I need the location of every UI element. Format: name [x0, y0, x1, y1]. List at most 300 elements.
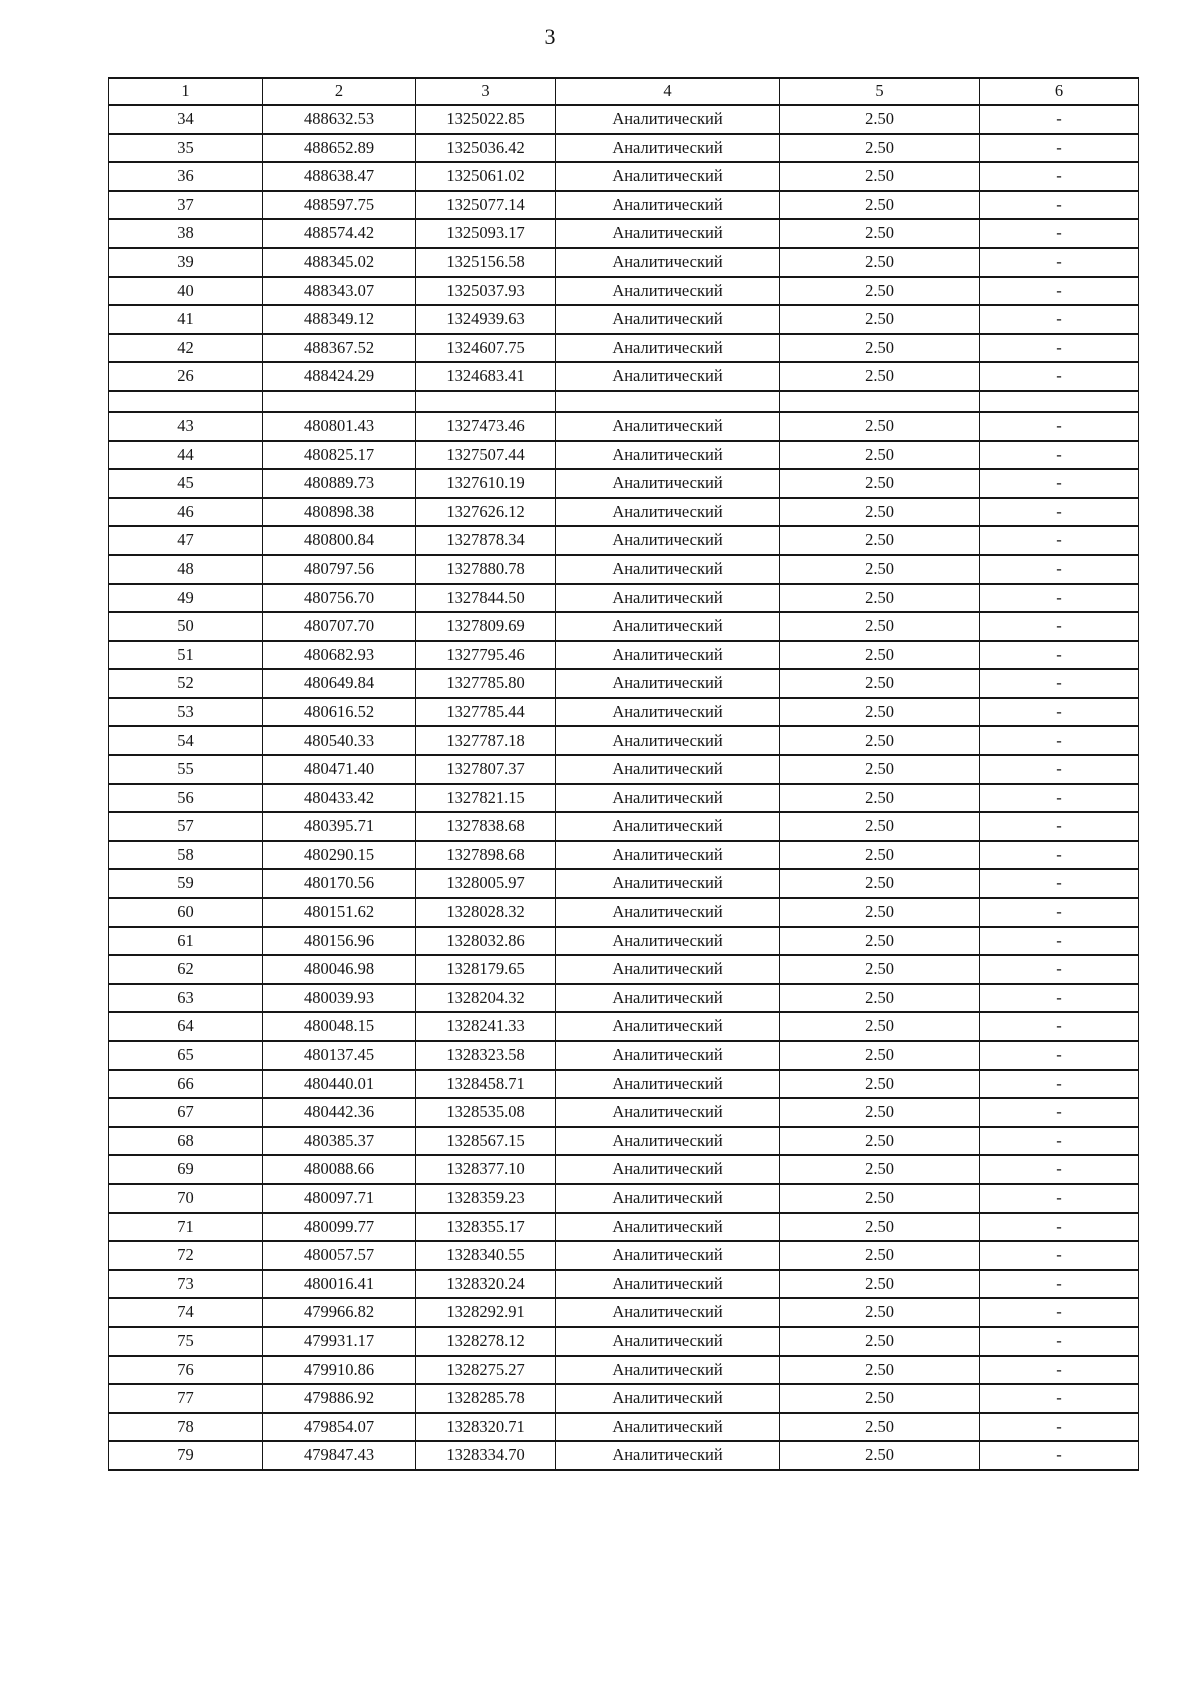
column-header-5: 5: [780, 78, 980, 105]
table-row: [109, 248, 1139, 277]
cell-col4: Аналитический: [556, 1098, 780, 1127]
cell-col6: -: [980, 555, 1139, 584]
cell-col6: -: [980, 1327, 1139, 1356]
cell-col6: -: [980, 134, 1139, 163]
cell-col1: 70: [109, 1184, 263, 1213]
cell-col6: -: [980, 162, 1139, 191]
cell-col5: 2.50: [780, 898, 980, 927]
cell-col2: 488343.07: [263, 277, 416, 306]
cell-col4: Аналитический: [556, 105, 780, 134]
cell-col1: 50: [109, 612, 263, 641]
cell-col3: 1325037.93: [416, 277, 556, 306]
cell-col4: Аналитический: [556, 1413, 780, 1442]
cell-col5: 2.50: [780, 1012, 980, 1041]
cell-col4: Аналитический: [556, 362, 780, 391]
cell-col3: 1327787.18: [416, 726, 556, 755]
cell-col6: -: [980, 927, 1139, 956]
cell-col4: Аналитический: [556, 1384, 780, 1413]
cell-col3: 1327878.34: [416, 526, 556, 555]
cell-col5: 2.50: [780, 1413, 980, 1442]
cell-col2: 479910.86: [263, 1356, 416, 1385]
cell-col2: 479886.92: [263, 1384, 416, 1413]
cell-col6: -: [980, 1041, 1139, 1070]
cell-col4: Аналитический: [556, 841, 780, 870]
cell-col6: -: [980, 812, 1139, 841]
cell-col4: Аналитический: [556, 698, 780, 727]
cell-col6: -: [980, 191, 1139, 220]
cell-col6: -: [980, 641, 1139, 670]
table-row: [109, 1184, 1139, 1213]
cell-col4: Аналитический: [556, 984, 780, 1013]
cell-col2: 488424.29: [263, 362, 416, 391]
cell-col4: Аналитический: [556, 1070, 780, 1099]
cell-col2: 480800.84: [263, 526, 416, 555]
cell-col1: 67: [109, 1098, 263, 1127]
cell-col6: -: [980, 362, 1139, 391]
table-row: [109, 869, 1139, 898]
cell-col3: 1328567.15: [416, 1127, 556, 1156]
cell-col1: 46: [109, 498, 263, 527]
cell-col3: 1327821.15: [416, 784, 556, 813]
cell-col3: 1324683.41: [416, 362, 556, 391]
cell-col6: -: [980, 1441, 1139, 1470]
table-row: [109, 669, 1139, 698]
cell-col2: 480616.52: [263, 698, 416, 727]
cell-col6: -: [980, 412, 1139, 441]
cell-col3: 1325077.14: [416, 191, 556, 220]
cell-col1: 36: [109, 162, 263, 191]
table-row: [109, 726, 1139, 755]
cell-col4: Аналитический: [556, 191, 780, 220]
cell-col2: 480797.56: [263, 555, 416, 584]
cell-col3: [416, 391, 556, 412]
cell-col3: 1328028.32: [416, 898, 556, 927]
cell-col4: Аналитический: [556, 1356, 780, 1385]
cell-col6: -: [980, 984, 1139, 1013]
cell-col1: 55: [109, 755, 263, 784]
table-row: [109, 1298, 1139, 1327]
cell-col6: -: [980, 1213, 1139, 1242]
cell-col3: 1328359.23: [416, 1184, 556, 1213]
cell-col1: 68: [109, 1127, 263, 1156]
cell-col4: Аналитический: [556, 305, 780, 334]
cell-col6: -: [980, 526, 1139, 555]
cell-col1: 64: [109, 1012, 263, 1041]
cell-col4: Аналитический: [556, 869, 780, 898]
cell-col1: 52: [109, 669, 263, 698]
cell-col2: 480290.15: [263, 841, 416, 870]
cell-col4: Аналитический: [556, 412, 780, 441]
cell-col5: 2.50: [780, 841, 980, 870]
table-row: [109, 841, 1139, 870]
cell-col1: 35: [109, 134, 263, 163]
cell-col5: 2.50: [780, 812, 980, 841]
cell-col1: 49: [109, 584, 263, 613]
table-row: [109, 469, 1139, 498]
cell-col3: 1327807.37: [416, 755, 556, 784]
empty-row: [109, 391, 1139, 412]
table-row: [109, 927, 1139, 956]
cell-col5: 2.50: [780, 1356, 980, 1385]
cell-col2: 479854.07: [263, 1413, 416, 1442]
cell-col4: Аналитический: [556, 1127, 780, 1156]
cell-col4: Аналитический: [556, 726, 780, 755]
cell-col6: -: [980, 698, 1139, 727]
cell-col1: 47: [109, 526, 263, 555]
cell-col4: Аналитический: [556, 469, 780, 498]
cell-col1: 53: [109, 698, 263, 727]
cell-col1: 58: [109, 841, 263, 870]
cell-col5: 2.50: [780, 869, 980, 898]
table-row: [109, 334, 1139, 363]
cell-col1: 73: [109, 1270, 263, 1299]
cell-col4: Аналитический: [556, 1213, 780, 1242]
cell-col3: 1328323.58: [416, 1041, 556, 1070]
cell-col5: 2.50: [780, 1241, 980, 1270]
table-row: [109, 812, 1139, 841]
cell-col5: 2.50: [780, 1041, 980, 1070]
table-row: [109, 191, 1139, 220]
cell-col2: 480471.40: [263, 755, 416, 784]
cell-col5: 2.50: [780, 612, 980, 641]
cell-col3: 1328320.71: [416, 1413, 556, 1442]
cell-col3: 1327473.46: [416, 412, 556, 441]
table-row: [109, 134, 1139, 163]
table-row: [109, 755, 1139, 784]
cell-col4: Аналитический: [556, 1041, 780, 1070]
cell-col3: 1328377.10: [416, 1155, 556, 1184]
cell-col1: 77: [109, 1384, 263, 1413]
cell-col3: 1325022.85: [416, 105, 556, 134]
cell-col5: 2.50: [780, 1441, 980, 1470]
cell-col2: 488367.52: [263, 334, 416, 363]
cell-col2: 480048.15: [263, 1012, 416, 1041]
cell-col2: 480097.71: [263, 1184, 416, 1213]
table-row: [109, 362, 1139, 391]
cell-col5: 2.50: [780, 105, 980, 134]
cell-col2: 480801.43: [263, 412, 416, 441]
table-row: [109, 441, 1139, 470]
cell-col2: 480649.84: [263, 669, 416, 698]
cell-col4: Аналитический: [556, 162, 780, 191]
cell-col5: 2.50: [780, 1070, 980, 1099]
cell-col3: 1327785.44: [416, 698, 556, 727]
table-row: [109, 1356, 1139, 1385]
cell-col1: 62: [109, 955, 263, 984]
cell-col3: 1324607.75: [416, 334, 556, 363]
table-row: [109, 105, 1139, 134]
cell-col4: Аналитический: [556, 1012, 780, 1041]
cell-col5: 2.50: [780, 1327, 980, 1356]
table-row: [109, 1441, 1139, 1470]
cell-col3: 1327610.19: [416, 469, 556, 498]
cell-col4: Аналитический: [556, 1155, 780, 1184]
cell-col2: 479966.82: [263, 1298, 416, 1327]
cell-col4: Аналитический: [556, 955, 780, 984]
cell-col3: 1328179.65: [416, 955, 556, 984]
cell-col3: 1327838.68: [416, 812, 556, 841]
cell-col6: -: [980, 898, 1139, 927]
cell-col3: 1328032.86: [416, 927, 556, 956]
cell-col6: -: [980, 1155, 1139, 1184]
cell-col6: -: [980, 1012, 1139, 1041]
table-row: [109, 698, 1139, 727]
cell-col6: -: [980, 1241, 1139, 1270]
cell-col4: Аналитический: [556, 526, 780, 555]
cell-col2: 488638.47: [263, 162, 416, 191]
cell-col4: Аналитический: [556, 612, 780, 641]
cell-col6: -: [980, 1298, 1139, 1327]
cell-col3: 1328241.33: [416, 1012, 556, 1041]
cell-col6: -: [980, 869, 1139, 898]
cell-col5: 2.50: [780, 1155, 980, 1184]
coordinates-table: [108, 77, 1139, 1471]
cell-col4: Аналитический: [556, 1270, 780, 1299]
cell-col6: -: [980, 584, 1139, 613]
cell-col4: Аналитический: [556, 812, 780, 841]
table-row: [109, 1041, 1139, 1070]
cell-col5: 2.50: [780, 955, 980, 984]
cell-col1: 61: [109, 927, 263, 956]
cell-col6: -: [980, 755, 1139, 784]
cell-col4: Аналитический: [556, 584, 780, 613]
cell-col6: -: [980, 1270, 1139, 1299]
cell-col4: Аналитический: [556, 1441, 780, 1470]
cell-col3: 1328285.78: [416, 1384, 556, 1413]
cell-col5: 2.50: [780, 1298, 980, 1327]
cell-col5: 2.50: [780, 641, 980, 670]
cell-col5: 2.50: [780, 784, 980, 813]
cell-col3: 1328275.27: [416, 1356, 556, 1385]
cell-col1: 57: [109, 812, 263, 841]
table-row: [109, 555, 1139, 584]
table-row: [109, 984, 1139, 1013]
table-row: [109, 784, 1139, 813]
cell-col6: -: [980, 1184, 1139, 1213]
cell-col6: -: [980, 1413, 1139, 1442]
cell-col1: 76: [109, 1356, 263, 1385]
cell-col5: 2.50: [780, 362, 980, 391]
cell-col5: 2.50: [780, 219, 980, 248]
cell-col5: 2.50: [780, 755, 980, 784]
cell-col1: 72: [109, 1241, 263, 1270]
cell-col2: 479931.17: [263, 1327, 416, 1356]
cell-col1: 42: [109, 334, 263, 363]
table-row: [109, 1241, 1139, 1270]
cell-col3: 1328278.12: [416, 1327, 556, 1356]
cell-col5: 2.50: [780, 1384, 980, 1413]
cell-col5: 2.50: [780, 469, 980, 498]
table-row: [109, 526, 1139, 555]
cell-col2: 480039.93: [263, 984, 416, 1013]
cell-col5: 2.50: [780, 441, 980, 470]
cell-col2: 480540.33: [263, 726, 416, 755]
cell-col1: 26: [109, 362, 263, 391]
cell-col6: -: [980, 305, 1139, 334]
cell-col6: -: [980, 277, 1139, 306]
cell-col2: 480682.93: [263, 641, 416, 670]
cell-col3: 1325093.17: [416, 219, 556, 248]
cell-col4: Аналитический: [556, 441, 780, 470]
column-header-2: 2: [263, 78, 416, 105]
cell-col1: 44: [109, 441, 263, 470]
cell-col1: 43: [109, 412, 263, 441]
cell-col2: 480137.45: [263, 1041, 416, 1070]
table-row: [109, 1413, 1139, 1442]
cell-col3: 1327626.12: [416, 498, 556, 527]
cell-col5: 2.50: [780, 191, 980, 220]
cell-col2: 480016.41: [263, 1270, 416, 1299]
cell-col4: Аналитический: [556, 334, 780, 363]
cell-col1: 63: [109, 984, 263, 1013]
cell-col3: 1328535.08: [416, 1098, 556, 1127]
cell-col4: Аналитический: [556, 219, 780, 248]
table-row: [109, 498, 1139, 527]
table-row: [109, 1384, 1139, 1413]
cell-col1: 60: [109, 898, 263, 927]
table-row: [109, 1012, 1139, 1041]
table-row: [109, 612, 1139, 641]
table-row: [109, 641, 1139, 670]
cell-col2: 480440.01: [263, 1070, 416, 1099]
table-row: [109, 584, 1139, 613]
cell-col1: 78: [109, 1413, 263, 1442]
cell-col2: 488349.12: [263, 305, 416, 334]
cell-col6: -: [980, 612, 1139, 641]
cell-col4: Аналитический: [556, 1184, 780, 1213]
cell-col5: 2.50: [780, 1270, 980, 1299]
cell-col4: Аналитический: [556, 1241, 780, 1270]
cell-col1: 56: [109, 784, 263, 813]
cell-col2: 480756.70: [263, 584, 416, 613]
cell-col6: -: [980, 334, 1139, 363]
cell-col5: 2.50: [780, 277, 980, 306]
cell-col5: 2.50: [780, 1098, 980, 1127]
cell-col2: 480395.71: [263, 812, 416, 841]
cell-col4: Аналитический: [556, 1327, 780, 1356]
cell-col5: 2.50: [780, 248, 980, 277]
table-row: [109, 898, 1139, 927]
cell-col4: Аналитический: [556, 641, 780, 670]
cell-col2: 480088.66: [263, 1155, 416, 1184]
cell-col1: 51: [109, 641, 263, 670]
cell-col2: 480151.62: [263, 898, 416, 927]
cell-col6: -: [980, 955, 1139, 984]
table-row: [109, 412, 1139, 441]
cell-col6: -: [980, 669, 1139, 698]
cell-col5: 2.50: [780, 412, 980, 441]
cell-col5: 2.50: [780, 162, 980, 191]
table-row: [109, 219, 1139, 248]
cell-col4: Аналитический: [556, 755, 780, 784]
cell-col2: 480170.56: [263, 869, 416, 898]
cell-col3: 1328005.97: [416, 869, 556, 898]
cell-col2: 480156.96: [263, 927, 416, 956]
cell-col1: 71: [109, 1213, 263, 1242]
table-row: [109, 1270, 1139, 1299]
cell-col4: Аналитический: [556, 555, 780, 584]
cell-col6: [980, 391, 1139, 412]
table-row: [109, 1127, 1139, 1156]
column-header-6: 6: [980, 78, 1139, 105]
cell-col5: 2.50: [780, 1127, 980, 1156]
column-header-4: 4: [556, 78, 780, 105]
cell-col4: Аналитический: [556, 784, 780, 813]
cell-col6: -: [980, 1098, 1139, 1127]
table-row: [109, 1327, 1139, 1356]
cell-col1: 39: [109, 248, 263, 277]
cell-col5: 2.50: [780, 726, 980, 755]
cell-col3: 1328292.91: [416, 1298, 556, 1327]
cell-col3: 1328340.55: [416, 1241, 556, 1270]
cell-col5: 2.50: [780, 334, 980, 363]
cell-col6: -: [980, 726, 1139, 755]
cell-col6: -: [980, 248, 1139, 277]
cell-col2: 480099.77: [263, 1213, 416, 1242]
cell-col1: 34: [109, 105, 263, 134]
cell-col3: 1327507.44: [416, 441, 556, 470]
table-row: [109, 277, 1139, 306]
cell-col1: 54: [109, 726, 263, 755]
cell-col2: 480898.38: [263, 498, 416, 527]
cell-col4: Аналитический: [556, 898, 780, 927]
cell-col2: [263, 391, 416, 412]
cell-col2: 480433.42: [263, 784, 416, 813]
cell-col5: 2.50: [780, 526, 980, 555]
cell-col5: 2.50: [780, 1213, 980, 1242]
cell-col3: 1325156.58: [416, 248, 556, 277]
cell-col3: 1328458.71: [416, 1070, 556, 1099]
cell-col1: 74: [109, 1298, 263, 1327]
cell-col6: -: [980, 498, 1139, 527]
cell-col4: Аналитический: [556, 134, 780, 163]
cell-col6: -: [980, 1356, 1139, 1385]
cell-col3: 1328204.32: [416, 984, 556, 1013]
cell-col1: 40: [109, 277, 263, 306]
cell-col2: 479847.43: [263, 1441, 416, 1470]
cell-col1: 41: [109, 305, 263, 334]
cell-col1: [109, 391, 263, 412]
table-row: [109, 1155, 1139, 1184]
cell-col1: 59: [109, 869, 263, 898]
cell-col5: 2.50: [780, 984, 980, 1013]
cell-col6: -: [980, 441, 1139, 470]
cell-col1: 38: [109, 219, 263, 248]
cell-col3: 1327880.78: [416, 555, 556, 584]
cell-col6: -: [980, 1384, 1139, 1413]
cell-col3: 1325061.02: [416, 162, 556, 191]
table-row: [109, 1213, 1139, 1242]
cell-col2: 480385.37: [263, 1127, 416, 1156]
cell-col2: 488632.53: [263, 105, 416, 134]
table-header-row: [109, 78, 1139, 105]
cell-col5: 2.50: [780, 1184, 980, 1213]
cell-col4: [556, 391, 780, 412]
cell-col6: -: [980, 105, 1139, 134]
cell-col2: 488574.42: [263, 219, 416, 248]
cell-col3: 1327785.80: [416, 669, 556, 698]
column-header-1: 1: [109, 78, 263, 105]
cell-col5: 2.50: [780, 927, 980, 956]
cell-col1: 66: [109, 1070, 263, 1099]
cell-col1: 37: [109, 191, 263, 220]
cell-col4: Аналитический: [556, 1298, 780, 1327]
cell-col2: 488597.75: [263, 191, 416, 220]
table-row: [109, 1070, 1139, 1099]
cell-col3: 1328334.70: [416, 1441, 556, 1470]
cell-col2: 480889.73: [263, 469, 416, 498]
cell-col2: 480442.36: [263, 1098, 416, 1127]
